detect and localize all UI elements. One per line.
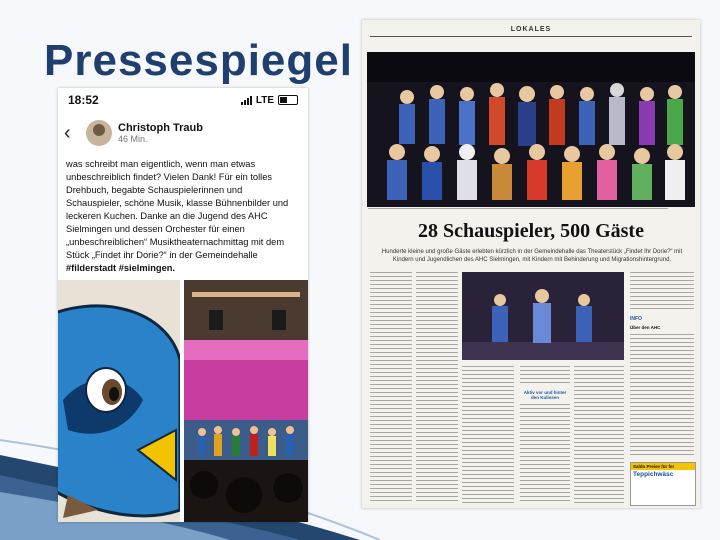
post-author[interactable]: Christoph Traub — [118, 122, 203, 134]
post-text: was schreibt man eigentlich, wenn man etwas unbeschreiblich findet? Vielen Dank! Für ein tolles Drehbuch, begabte Schauspielerinnen und Schauspieler, schöne Musik, klasse Bühnenbilder und leckeren Kuchen. Danke an die Jugend des AHC Sielmingen und dessen Orchester für einen „unbeschreiblichen“ Musiktheaternachmittag mit dem Stück „Findet ihr Dorie?“ in der Gemeindehalle — [66, 159, 289, 260]
slide-title: Pressespiegel — [44, 36, 353, 85]
dory-illustration — [58, 280, 180, 522]
article-column-3 — [462, 366, 514, 504]
post-header — [58, 112, 308, 154]
newspaper-section: LOKALES — [510, 26, 552, 33]
chevron-left-icon[interactable]: ‹ — [64, 121, 71, 144]
cast-photo — [367, 52, 695, 207]
teppich-ad — [630, 462, 696, 506]
caption-text-lines — [368, 208, 668, 212]
article-column-1 — [370, 272, 412, 504]
ad-main-text: Teppichwäsc — [633, 471, 674, 478]
article-column-4a — [520, 366, 570, 386]
avatar[interactable] — [86, 120, 112, 146]
status-bar — [58, 88, 308, 112]
stage-photo[interactable] — [184, 280, 308, 522]
article-column-2 — [416, 272, 458, 504]
dorie-stage-photo — [462, 272, 624, 360]
photo-caption — [368, 208, 694, 212]
stage-scene — [184, 280, 308, 522]
post-time: 46 Min. — [118, 134, 148, 144]
dorie-scene — [462, 272, 624, 360]
signal-icon — [241, 96, 252, 105]
ad-top-text: Saldo Preise für fer — [631, 463, 695, 470]
article-subhead: Hunderte kleine und große Gäste erlebten kürzlich in der Gemeindehalle das Theaterstück „Findet Ihr Dorie?“ mit Kindern und Jugendlichen des AHC Sielmingen, mit Kindern mit Behinderung und Migrationshintergrund. — [381, 249, 683, 263]
status-time: 18:52 — [68, 93, 99, 107]
status-indicators — [241, 95, 298, 106]
newspaper-clipping — [362, 20, 700, 508]
post-photos — [58, 280, 308, 522]
battery-icon — [278, 95, 298, 105]
facebook-post-screenshot — [58, 88, 308, 522]
post-body — [58, 154, 308, 279]
dory-drawing-photo[interactable] — [58, 280, 180, 522]
article-column-4b — [520, 404, 570, 504]
info-heading: INFO — [630, 316, 642, 322]
info-column — [630, 334, 694, 458]
info-title: Über den AHC — [630, 325, 661, 330]
network-label: LTE — [255, 94, 274, 106]
article-subheading: Aktiv vor und hinter den Kulissen — [523, 390, 567, 400]
cast-scene — [367, 52, 695, 207]
post-hashtags[interactable]: #filderstadt #sielmingen. — [66, 263, 176, 273]
article-column-6 — [630, 272, 694, 310]
article-headline: 28 Schauspieler, 500 Gäste — [418, 220, 644, 242]
article-column-5 — [574, 366, 624, 504]
section-divider — [370, 36, 692, 37]
